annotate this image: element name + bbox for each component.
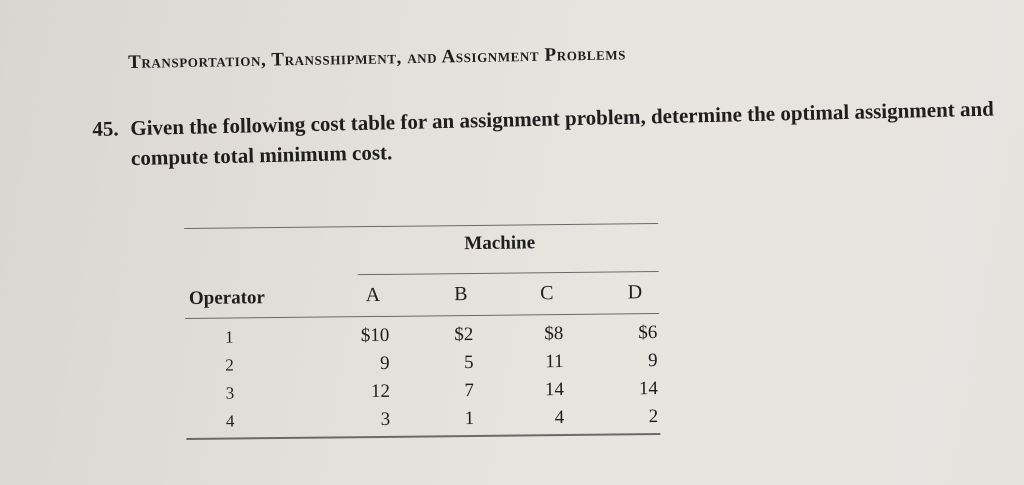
column-header-a: A xyxy=(365,283,381,307)
table-cell: 4 xyxy=(554,407,565,429)
table-cell: 1 xyxy=(464,407,475,430)
cost-table xyxy=(184,205,662,445)
column-header-d: D xyxy=(627,281,643,304)
table-cell: 7 xyxy=(464,379,475,402)
problem-number: 45. xyxy=(92,116,119,141)
table-top-rule xyxy=(184,223,658,229)
table-cell: 14 xyxy=(544,379,565,401)
table-cell: 2 xyxy=(648,406,659,428)
table-header-rule xyxy=(185,313,659,319)
column-header-b: B xyxy=(454,283,468,306)
table-cell: 12 xyxy=(370,380,391,403)
table-cell: 3 xyxy=(380,408,391,430)
table-cell: $10 xyxy=(360,324,390,347)
problem-text-line-1: Given the following cost table for an assignment problem, determine the optimal assignment and xyxy=(130,96,995,141)
operator-header: Operator xyxy=(188,287,266,309)
column-header-c: C xyxy=(540,282,554,305)
operator-label: 2 xyxy=(225,355,234,375)
operator-label: 4 xyxy=(225,411,235,431)
running-head: Transportation, Transshipment, and Assignment Problems xyxy=(128,43,627,73)
table-bottom-rule xyxy=(186,433,660,440)
table-cell: 9 xyxy=(647,350,658,372)
table-cell: $2 xyxy=(454,323,474,346)
table-cell: 5 xyxy=(464,351,474,374)
table-cell: 9 xyxy=(380,352,390,374)
table-cell: $6 xyxy=(638,322,658,344)
operator-label: 1 xyxy=(224,327,234,347)
problem-text-line-2: compute total minimum cost. xyxy=(130,140,393,171)
operator-label: 3 xyxy=(225,383,235,403)
table-cell: $8 xyxy=(544,323,564,345)
machine-group-rule xyxy=(358,271,659,275)
problem-statement xyxy=(92,93,1023,174)
machine-group-header: Machine xyxy=(464,232,536,255)
table-cell: 14 xyxy=(638,378,659,400)
table-cell: 11 xyxy=(545,351,564,373)
